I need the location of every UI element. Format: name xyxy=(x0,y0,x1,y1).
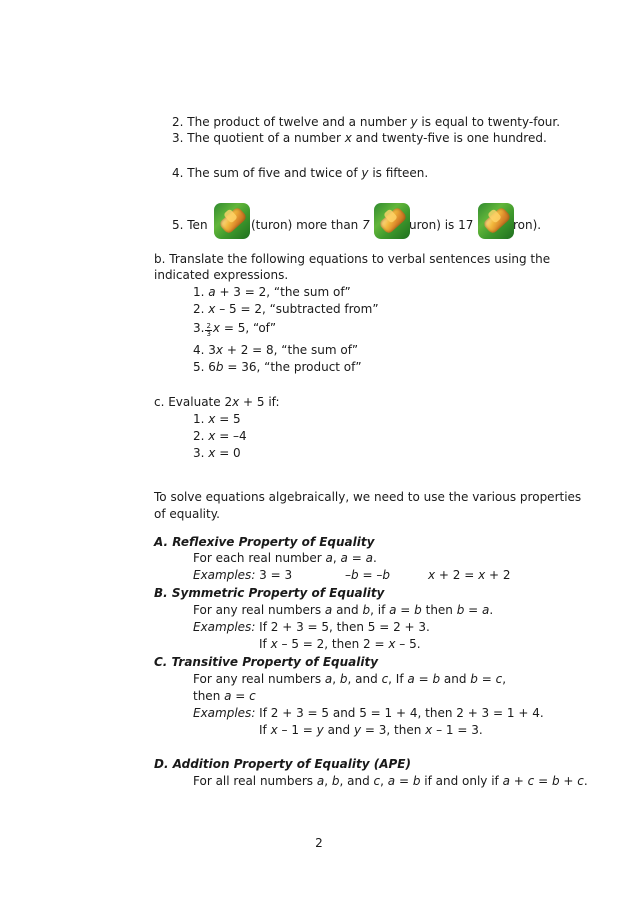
part-b-intro-2: indicated expressions. xyxy=(154,268,289,282)
item-5-text-3: uron) is 17 xyxy=(409,218,474,232)
property-d-definition: For all real numbers a, b, and c, a = b if and only if a + c = b + c. xyxy=(193,774,588,788)
property-a-example-1: Examples: 3 = 3 xyxy=(193,568,293,582)
item-2: 2. The product of twelve and a number y is equal to twenty-four. xyxy=(172,115,561,129)
turon-icon xyxy=(214,203,250,239)
property-c-example-2: If x – 1 = y and y = 3, then x – 1 = 3. xyxy=(259,723,483,737)
part-c-item-1: 1. x = 5 xyxy=(193,412,241,426)
property-a-title: A. Reflexive Property of Equality xyxy=(154,535,375,549)
property-a-example-2: –b = –b xyxy=(345,568,390,582)
property-a-definition: For each real number a, a = a. xyxy=(193,551,377,565)
turon-icon xyxy=(478,203,514,239)
property-d-title: D. Addition Property of Equality (APE) xyxy=(154,757,411,771)
part-c-item-2: 2. x = –4 xyxy=(193,429,247,443)
part-b-item-4: 4. 3x + 2 = 8, “the sum of” xyxy=(193,343,359,357)
intro-line-1: To solve equations algebraically, we need to use the various properties xyxy=(154,490,582,504)
property-b-example-1: Examples: If 2 + 3 = 5, then 5 = 2 + 3. xyxy=(193,620,430,634)
part-b-item-2: 2. x – 5 = 2, “subtracted from” xyxy=(193,302,379,316)
property-c-then: then a = c xyxy=(193,689,256,703)
property-c-example-1: Examples: If 2 + 3 = 5 and 5 = 1 + 4, then 2 + 3 = 1 + 4. xyxy=(193,706,544,720)
item-5-text-2: (turon) more than 7 xyxy=(251,218,370,232)
property-a-example-3: x + 2 = x + 2 xyxy=(428,568,511,582)
property-b-title: B. Symmetric Property of Equality xyxy=(154,586,385,600)
item-3: 3. The quotient of a number x and twenty-five is one hundred. xyxy=(172,131,547,145)
fraction: $\frac{2}{3}$ xyxy=(206,322,211,338)
item-4: 4. The sum of five and twice of y is fifteen. xyxy=(172,166,429,180)
item-5-text-4: ron). xyxy=(513,218,542,232)
page-number: 2 xyxy=(315,836,323,850)
property-c-title: C. Transitive Property of Equality xyxy=(154,655,379,669)
part-b-item-5: 5. 6b = 36, “the product of” xyxy=(193,360,362,374)
part-c-item-3: 3. x = 0 xyxy=(193,446,241,460)
property-c-definition: For any real numbers a, b, and c, If a = b and b = c, xyxy=(193,672,507,686)
part-b-item-1: 1. a + 3 = 2, “the sum of” xyxy=(193,285,351,299)
part-b-item-3: 3. $\frac{2}{3}$ x = 5, “of” xyxy=(193,321,277,338)
intro-line-2: of equality. xyxy=(154,507,220,521)
property-b-definition: For any real numbers a and b, if a = b then b = a. xyxy=(193,603,494,617)
part-c-intro: c. Evaluate 2x + 5 if: xyxy=(154,395,280,409)
item-5-text-1: 5. Ten xyxy=(172,218,208,232)
turon-icon xyxy=(374,203,410,239)
part-b-intro-1: b. Translate the following equations to verbal sentences using the xyxy=(154,252,551,266)
property-b-example-2: If x – 5 = 2, then 2 = x – 5. xyxy=(259,637,421,651)
